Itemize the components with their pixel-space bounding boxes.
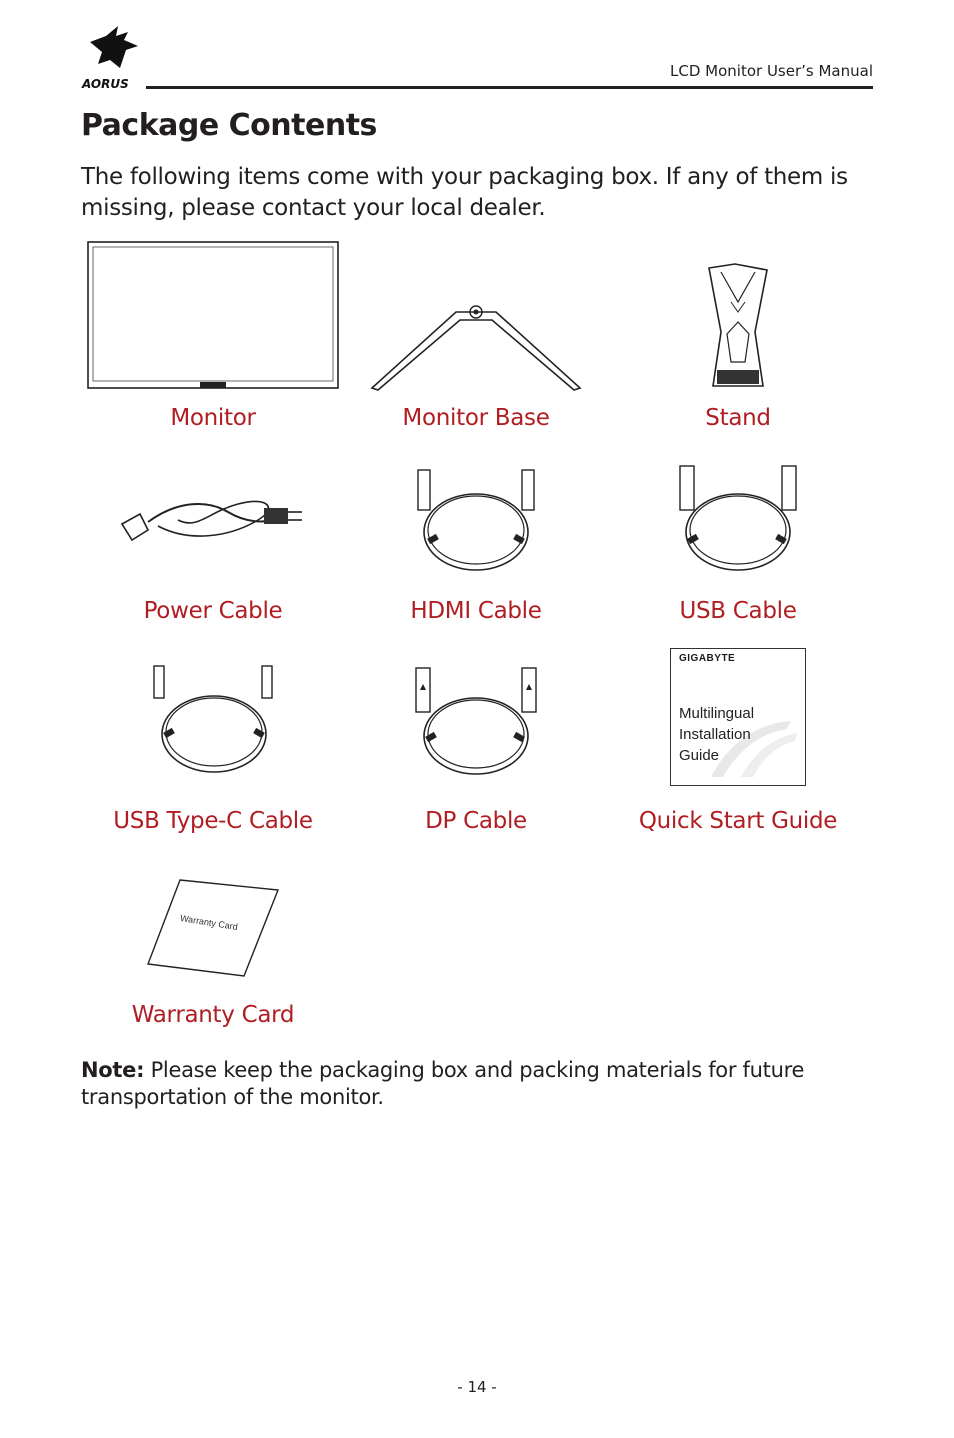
note-paragraph — [81, 1057, 881, 1111]
guide-title: Multilingual Installation Guide — [679, 705, 755, 764]
header-rule — [146, 86, 873, 89]
caption-monitor: Monitor — [170, 405, 256, 431]
aorus-logo-icon — [80, 22, 146, 92]
usb-cable-icon — [672, 462, 804, 572]
page-number: - 14 - — [457, 1378, 497, 1396]
caption-stand: Stand — [705, 405, 771, 431]
warranty-card-text: Warranty Card — [179, 913, 239, 932]
usb-c-cable-icon — [150, 660, 278, 776]
power-cable-icon — [118, 490, 304, 546]
caption-quick-start-guide: Quick Start Guide — [638, 808, 838, 834]
page-title: Package Contents — [81, 108, 377, 143]
svg-text:AORUS: AORUS — [82, 77, 129, 91]
dp-cable-icon — [410, 664, 542, 776]
caption-hdmi-cable: HDMI Cable — [410, 598, 542, 624]
monitor-icon — [86, 240, 340, 392]
hdmi-cable-icon — [410, 464, 542, 572]
caption-dp-cable: DP Cable — [425, 808, 527, 834]
manual-title: LCD Monitor User’s Manual — [670, 62, 873, 80]
caption-monitor-base: Monitor Base — [402, 405, 550, 431]
note-text: Please keep the packaging box and packing materials for future transportation of the monitor. — [81, 1058, 805, 1109]
intro-paragraph: The following items come with your packaging box. If any of them is missing, please contact your local dealer. — [81, 164, 848, 221]
stand-icon — [705, 262, 771, 392]
note-label: Note: — [81, 1058, 145, 1082]
caption-power-cable: Power Cable — [143, 598, 283, 624]
caption-usb-cable: USB Cable — [679, 598, 797, 624]
caption-usb-c-cable: USB Type-C Cable — [113, 808, 313, 834]
guide-brand: GIGABYTE — [679, 653, 736, 664]
caption-warranty-card: Warranty Card — [131, 1002, 295, 1028]
monitor-base-icon — [370, 300, 582, 392]
quick-start-guide-icon — [670, 648, 806, 786]
